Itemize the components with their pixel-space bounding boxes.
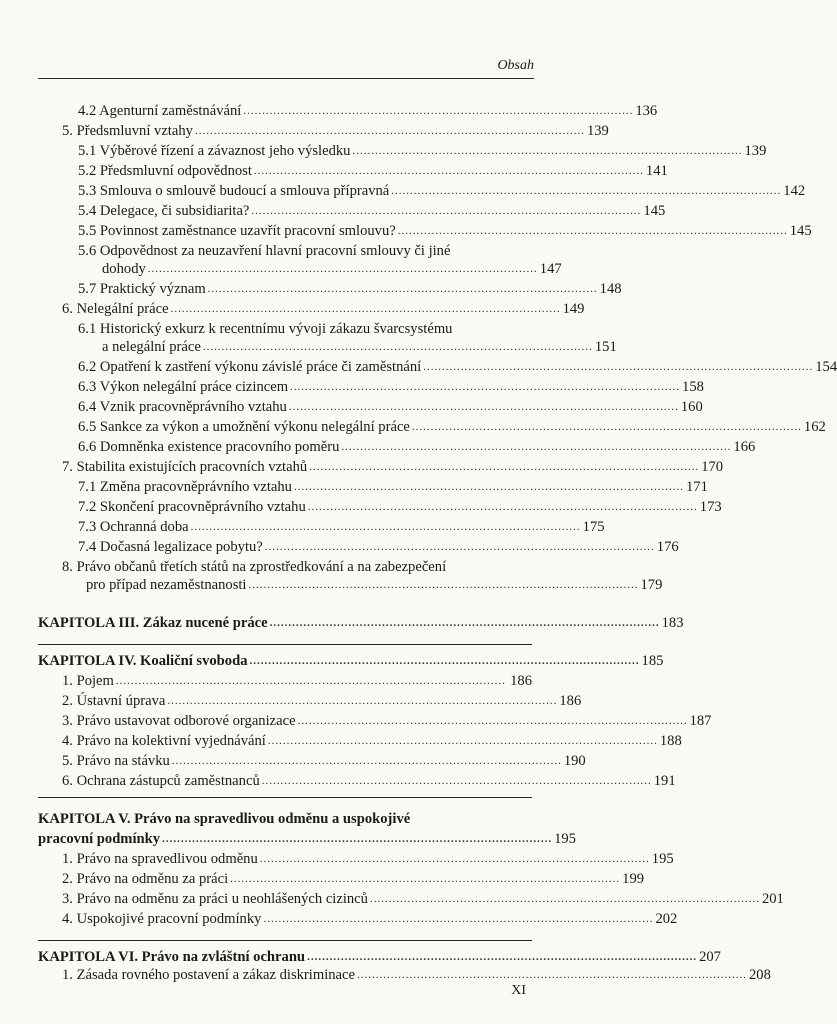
toc-entry-label: 6. Ochrana zástupců zaměstnanců (62, 773, 260, 789)
chapter-separator (38, 797, 532, 798)
toc-page-number: 195 (554, 831, 576, 847)
toc-page-number: 201 (761, 891, 784, 907)
toc-entry-k5-3[interactable] (62, 890, 784, 908)
chapter-separator (38, 644, 532, 645)
header-rule (38, 78, 534, 79)
toc-entry-7[interactable] (62, 458, 724, 476)
toc-page-number: 136 (635, 103, 658, 119)
toc-entry-5-3[interactable] (78, 182, 806, 200)
toc-chapter-label: pracovní podmínky (38, 831, 161, 847)
toc-chapter-label: KAPITOLA IV. Koaliční svoboda (38, 653, 248, 669)
toc-entry-5-2[interactable] (78, 162, 668, 180)
leader-dots: ........................................................................................................ (230, 873, 621, 885)
toc-chapter-6[interactable] (38, 948, 721, 966)
toc-page-number: 145 (643, 203, 666, 219)
toc-page-number: 176 (656, 539, 679, 555)
leader-dots: ........................................................................................................ (171, 755, 562, 767)
leader-dots: ........................................................................................................ (307, 501, 698, 513)
toc-page-number: 147 (539, 261, 562, 277)
toc-entry-label: 7.1 Změna pracovněprávního vztahu (78, 479, 292, 495)
toc-entry-label: 2. Právo na odměnu za práci (62, 871, 229, 887)
toc-page-number: 179 (640, 577, 663, 593)
toc-entry-5-7[interactable] (78, 280, 622, 298)
toc-page-number: 149 (562, 301, 585, 317)
toc-entry-k4-2[interactable] (62, 692, 582, 710)
toc-page-number: 139 (586, 123, 609, 139)
leader-dots: ........................................................................................................ (243, 105, 634, 117)
toc-entry-k4-1[interactable] (62, 672, 532, 690)
toc-entry-label: 5.1 Výběrové řízení a závaznost jeho výsledku (78, 143, 351, 159)
leader-dots: ........................................................................................................ (190, 521, 581, 533)
toc-entry-7-3[interactable] (78, 518, 605, 536)
toc-entry-6-1[interactable] (102, 338, 617, 356)
toc-entry-label: 4. Uspokojivé pracovní podmínky (62, 911, 262, 927)
toc-page-number: 154 (815, 359, 837, 375)
toc-entry-label: 3. Právo ustavovat odborové organizace (62, 713, 296, 729)
toc-entry-label: 5. Předsmluvní vztahy (62, 123, 193, 139)
leader-dots: ........................................................................................................ (170, 303, 561, 315)
leader-dots: ........................................................................................................ (147, 263, 538, 275)
toc-page-number: 175 (582, 519, 605, 535)
toc-entry-label: pro případ nezaměstnanosti (86, 577, 247, 593)
toc-entry-k6-1[interactable] (62, 966, 771, 984)
toc-chapter-5-line1[interactable]: KAPITOLA V. Právo na spravedlivou odměnu a uspokojivé (38, 811, 411, 827)
toc-page-number: 148 (599, 281, 622, 297)
toc-entry-5-6[interactable] (102, 260, 562, 278)
toc-entry-k4-6[interactable] (62, 772, 676, 790)
toc-entry-8[interactable] (86, 576, 663, 594)
toc-entry-label: 5.3 Smlouva o smlouvě budoucí a smlouva přípravná (78, 183, 390, 199)
toc-entry-label: 3. Právo na odměnu za práci u neohlášených cizinců (62, 891, 368, 907)
toc-entry-label: 7.2 Skončení pracovněprávního vztahu (78, 499, 306, 515)
toc-page-number: 199 (622, 871, 645, 887)
leader-dots: ........................................................................................................ (253, 165, 644, 177)
toc-page-number: 187 (689, 713, 712, 729)
toc-entry-label: 6.4 Vznik pracovněprávního vztahu (78, 399, 287, 415)
toc-entry-label: 6.5 Sankce za výkon a umožnění výkonu nelegální práce (78, 419, 410, 435)
toc-entry-label: 1. Pojem (62, 673, 114, 689)
leader-dots: ........................................................................................................ (341, 441, 732, 453)
toc-chapter-3[interactable] (38, 614, 684, 632)
toc-entry-label: 5. Právo na stávku (62, 753, 170, 769)
toc-page-number: 186 (559, 693, 582, 709)
toc-entry-label: 7. Stabilita existujících pracovních vztahů (62, 459, 308, 475)
toc-entry-6-2[interactable] (78, 358, 837, 376)
chapter-separator (38, 940, 532, 941)
toc-chapter-label: KAPITOLA III. Zákaz nucené práce (38, 615, 268, 631)
toc-page-number: 142 (783, 183, 806, 199)
toc-entry-8-line1[interactable]: 8. Právo občanů třetích států na zprostředkování a na zabezpečení (62, 559, 447, 575)
toc-page-number: 183 (661, 615, 684, 631)
toc-page-number: 158 (682, 379, 704, 395)
toc-entry-6-1-line1[interactable]: 6.1 Historický exkurz k recentnímu vývoji zákazu švarcsystému (78, 321, 453, 337)
leader-dots: ........................................................................................................ (162, 833, 553, 845)
toc-entry-label: 6. Nelegální práce (62, 301, 169, 317)
toc-entry-6-5[interactable] (78, 418, 826, 436)
leader-dots: ........................................................................................................ (207, 283, 598, 295)
leader-dots: ........................................................................................................ (297, 715, 688, 727)
leader-dots: ........................................................................................................ (397, 225, 788, 237)
leader-dots: ........................................................................................................ (288, 401, 679, 413)
toc-page-number: 160 (680, 399, 703, 415)
leader-dots: ........................................................................................................ (356, 969, 747, 981)
toc-entry-label: 4.2 Agenturní zaměstnávání (78, 103, 242, 119)
toc-entry-6[interactable] (62, 300, 585, 318)
leader-dots: ........................................................................................................ (167, 695, 558, 707)
toc-entry-5[interactable] (62, 122, 609, 140)
toc-chapter-5[interactable] (38, 830, 576, 848)
toc-entry-5-5[interactable] (78, 222, 812, 240)
leader-dots: ........................................................................................................ (259, 853, 650, 865)
leader-dots: ........................................................................................................ (391, 185, 782, 197)
toc-entry-7-1[interactable] (78, 478, 708, 496)
leader-dots: ........................................................................................................ (269, 617, 660, 629)
toc-entry-label: 2. Ústavní úprava (62, 693, 166, 709)
toc-entry-5-1[interactable] (78, 142, 767, 160)
leader-dots: ........................................................................................................ (263, 913, 654, 925)
leader-dots: ........................................................................................................ (267, 735, 658, 747)
toc-entry-label: 7.4 Dočasná legalizace pobytu? (78, 539, 263, 555)
toc-entry-k4-4[interactable] (62, 732, 682, 750)
toc-entry-label: 5.4 Delegace, či subsidiarita? (78, 203, 250, 219)
toc-entry-6-6[interactable] (78, 438, 756, 456)
toc-entry-7-2[interactable] (78, 498, 722, 516)
toc-entry-label: 6.6 Domněnka existence pracovního poměru (78, 439, 340, 455)
toc-page-number: 170 (701, 459, 724, 475)
toc-page-number: 191 (653, 773, 676, 789)
toc-entry-label: 1. Právo na spravedlivou odměnu (62, 851, 258, 867)
leader-dots: ........................................................................................................ (202, 341, 593, 353)
toc-entry-label: 5.2 Předsmluvní odpovědnost (78, 163, 252, 179)
page-number: XI (511, 983, 526, 998)
toc-chapter-label: KAPITOLA VI. Právo na zvláštní ochranu (38, 949, 306, 965)
leader-dots: ........................................................................................................ (249, 655, 640, 667)
toc-page-number: 202 (655, 911, 678, 927)
toc-page-number: 141 (645, 163, 668, 179)
leader-dots: ........................................................................................................ (248, 579, 639, 591)
leader-dots: ........................................................................................................ (309, 461, 700, 473)
toc-entry-k5-4[interactable] (62, 910, 678, 928)
leader-dots: ........................................................................................................ (352, 145, 743, 157)
leader-dots: ........................................................................................................ (423, 361, 814, 373)
running-header: Obsah (497, 58, 534, 73)
toc-page-number: 173 (699, 499, 722, 515)
toc-page-number: 145 (789, 223, 812, 239)
leader-dots: ........................................................................................................ (290, 381, 681, 393)
toc-entry-k5-2[interactable] (62, 870, 645, 888)
leader-dots: ........................................................................................................ (264, 541, 655, 553)
toc-entry-5-6-line1[interactable]: 5.6 Odpovědnost za neuzavření hlavní pracovní smlouvy či jiné (78, 243, 451, 259)
toc-entry-4-2[interactable] (78, 102, 658, 120)
toc-page-number: 190 (563, 753, 586, 769)
toc-entry-6-3[interactable] (78, 378, 704, 396)
toc-entry-label: 1. Zásada rovného postavení a zákaz diskriminace (62, 967, 355, 983)
toc-entry-k5-1[interactable] (62, 850, 674, 868)
toc-entry-label: 6.2 Opatření k zastření výkonu závislé práce či zaměstnání (78, 359, 422, 375)
leader-dots: ........................................................................................................ (261, 775, 652, 787)
toc-chapter-4[interactable] (38, 652, 664, 670)
toc-entry-label: 6.3 Výkon nelegální práce cizincem (78, 379, 289, 395)
toc-page-number: 186 (510, 673, 532, 689)
toc-page-number: 162 (803, 419, 826, 435)
toc-page-number: 188 (659, 733, 682, 749)
toc-page-number: 207 (699, 949, 721, 965)
toc-entry-5-4[interactable] (78, 202, 666, 220)
toc-entry-label: dohody (102, 261, 146, 277)
toc-page-number: 151 (594, 339, 617, 355)
toc-entry-label: 5.5 Povinnost zaměstnance uzavřít pracovní smlouvu? (78, 223, 396, 239)
toc-entry-label: 5.7 Praktický význam (78, 281, 206, 297)
leader-dots: ........................................................................................................ (293, 481, 684, 493)
toc-entry-label: a nelegální práce (102, 339, 201, 355)
leader-dots: ........................................................................................................ (369, 893, 760, 905)
leader-dots: ........................................................................................................ (307, 951, 698, 963)
toc-entry-label: 7.3 Ochranná doba (78, 519, 189, 535)
toc-page-number: 208 (748, 967, 771, 983)
toc-page-number: 195 (651, 851, 674, 867)
toc-page-number: 171 (685, 479, 708, 495)
toc-entry-k4-5[interactable] (62, 752, 586, 770)
toc-entry-6-4[interactable] (78, 398, 703, 416)
toc-page-number: 185 (641, 653, 664, 669)
toc-entry-label: 4. Právo na kolektivní vyjednávání (62, 733, 266, 749)
leader-dots: ........................................................................................................ (194, 125, 585, 137)
toc-page-number: 139 (744, 143, 767, 159)
leader-dots: ........................................................................................................ (411, 421, 802, 433)
leader-dots: ........................................................................................................ (115, 675, 506, 687)
toc-entry-k4-3[interactable] (62, 712, 712, 730)
toc-page-number: 166 (733, 439, 756, 455)
toc-entry-7-4[interactable] (78, 538, 679, 556)
leader-dots: ........................................................................................................ (251, 205, 642, 217)
